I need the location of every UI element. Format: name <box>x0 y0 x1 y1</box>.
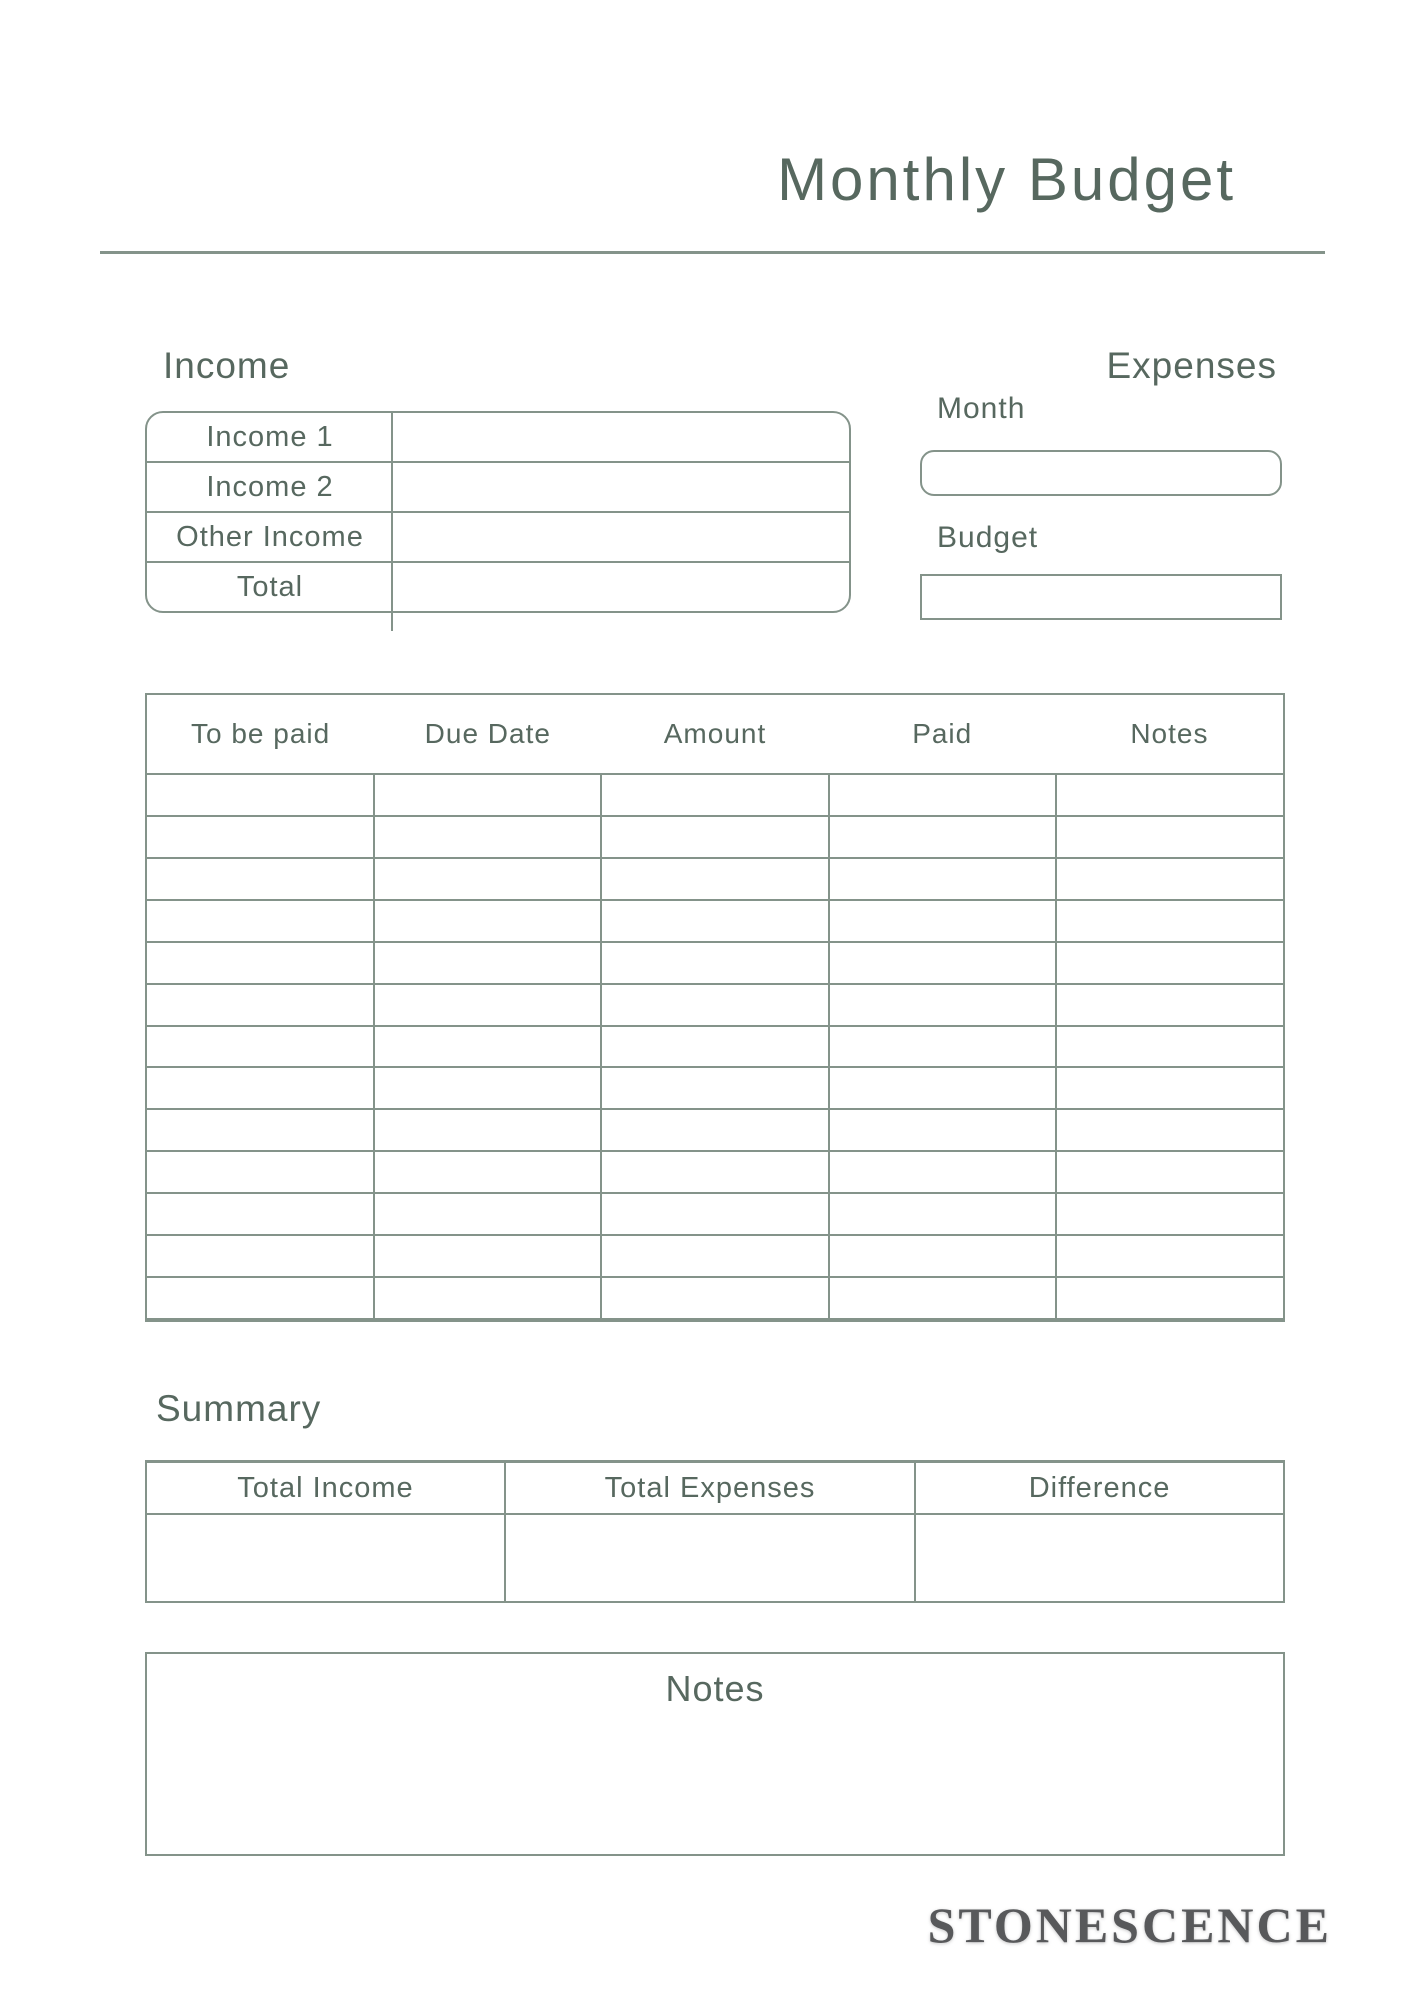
bills-table-header <box>147 695 1283 775</box>
bills-table-body <box>147 775 1283 1318</box>
bill-cell[interactable] <box>1057 775 1283 815</box>
bill-cell[interactable] <box>147 1152 375 1192</box>
bill-cell[interactable] <box>147 1194 375 1234</box>
bill-cell[interactable] <box>602 1027 830 1067</box>
bill-cell[interactable] <box>147 775 375 815</box>
bill-cell[interactable] <box>602 1236 830 1276</box>
income-row <box>147 463 849 513</box>
bills-column-header: To be paid <box>190 718 331 749</box>
bill-cell[interactable] <box>1057 1194 1283 1234</box>
notes-box <box>145 1652 1285 1856</box>
bill-cell[interactable] <box>830 1027 1058 1067</box>
bill-cell[interactable] <box>147 1110 375 1150</box>
bill-row <box>147 901 1283 943</box>
bill-cell[interactable] <box>830 901 1058 941</box>
summary-section-heading: Summary <box>156 1388 322 1429</box>
month-field-label: Month <box>937 392 1026 425</box>
bill-cell[interactable] <box>1057 901 1283 941</box>
bill-cell[interactable] <box>830 1194 1058 1234</box>
income-row <box>147 563 849 611</box>
bill-cell[interactable] <box>830 943 1058 983</box>
bill-cell[interactable] <box>602 943 830 983</box>
bill-cell[interactable] <box>375 1236 603 1276</box>
bill-cell[interactable] <box>602 1068 830 1108</box>
bill-cell[interactable] <box>147 1236 375 1276</box>
bill-cell[interactable] <box>602 1110 830 1150</box>
bill-cell[interactable] <box>1057 985 1283 1025</box>
bill-cell[interactable] <box>375 901 603 941</box>
bill-cell[interactable] <box>1057 1152 1283 1192</box>
income-row <box>147 513 849 563</box>
income-value-cell[interactable] <box>393 413 849 461</box>
bill-row <box>147 985 1283 1027</box>
bill-cell[interactable] <box>602 817 830 857</box>
bill-cell[interactable] <box>1057 1278 1283 1318</box>
month-input[interactable] <box>920 450 1282 496</box>
bill-cell[interactable] <box>830 985 1058 1025</box>
bill-cell[interactable] <box>602 985 830 1025</box>
bill-cell[interactable] <box>375 817 603 857</box>
bill-cell[interactable] <box>147 901 375 941</box>
summary-table <box>145 1460 1285 1603</box>
bills-column-header: Due Date <box>424 718 551 749</box>
summary-column-header: Total Income <box>147 1463 506 1513</box>
bill-cell[interactable] <box>147 1278 375 1318</box>
bill-row <box>147 859 1283 901</box>
bill-cell[interactable] <box>830 775 1058 815</box>
bill-cell[interactable] <box>375 1068 603 1108</box>
budget-field-label: Budget <box>937 521 1039 554</box>
bills-column-header: Notes <box>1130 718 1209 749</box>
bill-cell[interactable] <box>375 1278 603 1318</box>
summary-value-cell[interactable] <box>147 1515 506 1601</box>
expenses-section-heading: Expenses <box>1106 345 1277 386</box>
income-section-heading: Income <box>163 345 291 386</box>
bill-cell[interactable] <box>375 985 603 1025</box>
bill-row <box>147 775 1283 817</box>
income-value-cell[interactable] <box>393 463 849 511</box>
bill-row <box>147 817 1283 859</box>
bill-row <box>147 1278 1283 1318</box>
income-value-cell[interactable] <box>393 513 849 561</box>
brand-logo-text: STONESCENCE <box>927 1897 1332 1953</box>
bill-row <box>147 1027 1283 1069</box>
bill-cell[interactable] <box>147 1068 375 1108</box>
bill-cell[interactable] <box>375 859 603 899</box>
income-row-label: Income 1 <box>206 420 334 453</box>
bill-row <box>147 943 1283 985</box>
income-table-column-divider <box>391 412 393 631</box>
summary-column-header: Total Expenses <box>506 1463 916 1513</box>
income-row-label: Total <box>236 570 304 603</box>
bill-cell[interactable] <box>602 1278 830 1318</box>
page-title: Monthly Budget <box>777 146 1236 213</box>
bill-cell[interactable] <box>830 1110 1058 1150</box>
bill-row <box>147 1236 1283 1278</box>
bill-cell[interactable] <box>375 1194 603 1234</box>
bill-cell[interactable] <box>830 1152 1058 1192</box>
bill-cell[interactable] <box>1057 817 1283 857</box>
bills-table <box>145 693 1285 1322</box>
budget-input[interactable] <box>920 574 1282 620</box>
bill-cell[interactable] <box>1057 859 1283 899</box>
summary-column-header: Difference <box>1028 1471 1171 1504</box>
summary-table-header <box>147 1463 1283 1515</box>
bill-cell[interactable] <box>147 985 375 1025</box>
bill-cell[interactable] <box>147 943 375 983</box>
bill-cell[interactable] <box>602 1194 830 1234</box>
bill-row <box>147 1068 1283 1110</box>
bill-cell[interactable] <box>375 1152 603 1192</box>
bill-cell[interactable] <box>1057 1110 1283 1150</box>
summary-value-cell[interactable] <box>916 1515 1283 1601</box>
title-divider-line <box>100 251 1325 254</box>
bill-cell[interactable] <box>375 1110 603 1150</box>
bill-cell[interactable] <box>1057 943 1283 983</box>
notes-heading: Notes <box>665 1668 765 1709</box>
bill-cell[interactable] <box>147 1027 375 1067</box>
bill-cell[interactable] <box>830 859 1058 899</box>
income-row <box>147 413 849 463</box>
bill-cell[interactable] <box>375 1027 603 1067</box>
bill-cell[interactable] <box>147 817 375 857</box>
bills-column-header: Amount <box>663 718 767 749</box>
notes-input-area[interactable] <box>147 1710 1283 1854</box>
bill-cell[interactable] <box>375 943 603 983</box>
bill-row <box>147 1110 1283 1152</box>
bill-cell[interactable] <box>830 1068 1058 1108</box>
bill-cell[interactable] <box>602 901 830 941</box>
bills-column-header: Paid <box>912 718 973 749</box>
bill-row <box>147 1152 1283 1194</box>
bill-row <box>147 1194 1283 1236</box>
bill-cell[interactable] <box>1057 1027 1283 1067</box>
bill-cell[interactable] <box>830 1236 1058 1276</box>
income-value-cell[interactable] <box>393 563 849 611</box>
income-table <box>145 411 851 613</box>
bill-cell[interactable] <box>830 1278 1058 1318</box>
income-row-label: Other Income <box>176 520 364 553</box>
summary-value-cell[interactable] <box>506 1515 916 1601</box>
bill-cell[interactable] <box>602 1152 830 1192</box>
summary-table-body <box>147 1515 1283 1601</box>
income-row-label: Income 2 <box>206 470 334 503</box>
bill-cell[interactable] <box>602 859 830 899</box>
bill-cell[interactable] <box>602 775 830 815</box>
bill-cell[interactable] <box>147 859 375 899</box>
bill-cell[interactable] <box>830 817 1058 857</box>
bill-cell[interactable] <box>375 775 603 815</box>
bill-cell[interactable] <box>1057 1068 1283 1108</box>
bill-cell[interactable] <box>1057 1236 1283 1276</box>
